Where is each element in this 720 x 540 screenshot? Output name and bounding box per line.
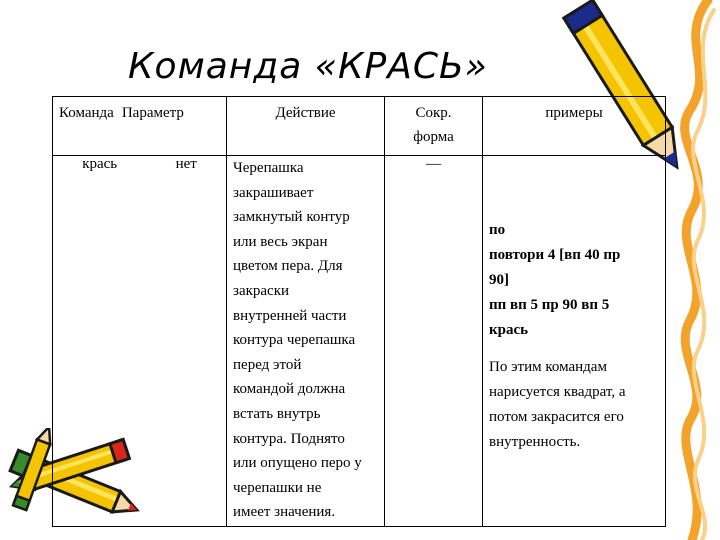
action-line: командой должна xyxy=(233,381,346,398)
header-short-form xyxy=(385,97,483,156)
action-line: имеет значения. xyxy=(233,504,336,521)
action-line: контура черепашка xyxy=(233,332,356,349)
action-line: контура. Поднято xyxy=(233,430,345,447)
cell-action xyxy=(227,156,385,527)
table-header-row xyxy=(53,97,666,156)
table-row xyxy=(53,156,666,527)
cell-command: крась xyxy=(82,156,118,172)
action-line: перед этой xyxy=(233,356,302,373)
header-short-form-line-1: Сокр. xyxy=(415,105,452,121)
slide-title: Команда «КРАСЬ» xyxy=(128,46,488,87)
header-short-form-line-2: форма xyxy=(413,129,454,145)
example-note-line: внутренность. xyxy=(489,434,581,450)
action-line: закрашивает xyxy=(233,184,314,201)
commands-table xyxy=(52,96,666,527)
header-parameter: Параметр xyxy=(121,105,184,121)
example-code xyxy=(489,218,659,343)
action-line: Черепашка xyxy=(233,160,304,176)
example-code-line: по xyxy=(489,222,506,238)
action-line: цветом пера. Для xyxy=(233,258,343,275)
example-code-line: повтори 4 [вп 40 пр xyxy=(489,247,621,263)
cell-short-form: — xyxy=(385,156,483,527)
example-note-line: нарисуется квадрат, а xyxy=(489,384,626,400)
action-line: встать внутрь xyxy=(233,405,321,422)
example-code-line: 90] xyxy=(489,272,510,288)
action-line: черепашки не xyxy=(233,479,322,496)
header-examples: примеры xyxy=(483,97,666,156)
cell-examples xyxy=(483,156,666,527)
header-command-parameter xyxy=(53,97,227,156)
action-line: или весь экран xyxy=(233,233,328,250)
action-line: закраски xyxy=(233,282,290,299)
example-note-line: потом закрасится его xyxy=(489,409,624,425)
example-note-line: По этим командам xyxy=(489,359,607,375)
example-code-line: крась xyxy=(489,322,529,338)
action-line: внутренней части xyxy=(233,307,347,324)
action-line: замкнутый контур xyxy=(233,209,350,226)
cell-parameter: нет xyxy=(175,156,197,172)
action-line: или опущено перо у xyxy=(233,455,362,472)
header-action: Действие xyxy=(227,97,385,156)
example-note xyxy=(489,355,659,455)
cell-command-parameter xyxy=(53,156,227,527)
header-command: Команда xyxy=(59,105,114,121)
example-code-line: пп вп 5 пр 90 вп 5 xyxy=(489,297,610,313)
